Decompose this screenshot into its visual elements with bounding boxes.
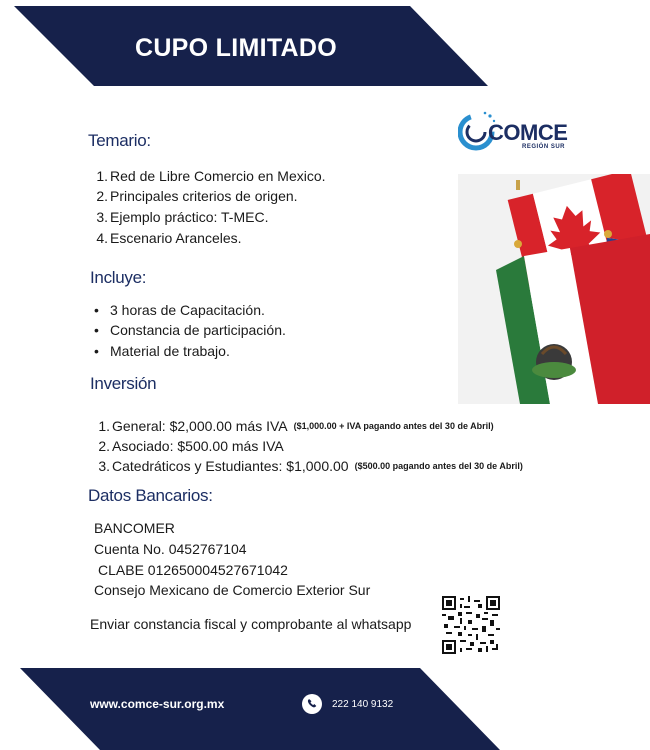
bullet-icon: • xyxy=(94,343,99,359)
bullet-icon: • xyxy=(94,322,99,338)
inversion-note-1: ($1,000.00 + IVA pagando antes del 30 de Abril) xyxy=(293,421,494,431)
temario-text-3: Ejemplo práctico: T-MEC. xyxy=(110,209,269,225)
incluye-text-1: 3 horas de Capacitación. xyxy=(110,302,265,318)
phone-number[interactable]: 222 140 9132 xyxy=(332,699,394,710)
bancarios-heading: Datos Bancarios: xyxy=(88,486,213,505)
inversion-num-3: 3. xyxy=(98,458,110,474)
incluye-item-1 xyxy=(94,302,265,318)
incluye-item-3 xyxy=(94,343,230,359)
inversion-item-3 xyxy=(96,458,523,474)
inversion-heading: Inversión xyxy=(90,374,157,393)
flags-photo xyxy=(458,174,650,404)
logo-name: COMCE xyxy=(488,120,568,145)
temario-item-4 xyxy=(94,230,242,246)
bank-name: BANCOMER xyxy=(94,520,175,536)
logo-region: REGIÓN SUR xyxy=(522,144,566,150)
temario-item-3 xyxy=(94,209,268,225)
inversion-num-2: 2. xyxy=(98,438,110,454)
temario-num-3: 3. xyxy=(96,209,108,225)
inversion-text-1: General: $2,000.00 más IVA xyxy=(112,418,288,434)
inversion-text-3: Catedráticos y Estudiantes: $1,000.00 xyxy=(112,458,349,474)
inversion-num-1: 1. xyxy=(98,418,110,434)
bank-clabe: CLABE 012650004527671042 xyxy=(98,562,288,578)
phone-icon xyxy=(302,694,322,714)
temario-item-2 xyxy=(94,188,298,204)
temario-text-1: Red de Libre Comercio en Mexico. xyxy=(110,168,326,184)
bank-holder: Consejo Mexicano de Comercio Exterior Sur xyxy=(94,582,371,598)
temario-heading: Temario: xyxy=(88,131,151,150)
temario-item-1 xyxy=(94,168,326,184)
comce-logo xyxy=(458,108,578,158)
bank-account: Cuenta No. 0452767104 xyxy=(94,541,247,557)
temario-num-4: 4. xyxy=(96,230,108,246)
bullet-icon: • xyxy=(94,302,99,318)
inversion-text-2: Asociado: $500.00 más IVA xyxy=(112,438,284,454)
temario-num-2: 2. xyxy=(96,188,108,204)
incluye-text-3: Material de trabajo. xyxy=(110,343,230,359)
website-link[interactable]: www.comce-sur.org.mx xyxy=(90,697,225,711)
banner-title: CUPO LIMITADO xyxy=(134,34,338,62)
incluye-heading: Incluye: xyxy=(90,268,147,287)
inversion-item-1 xyxy=(96,418,494,434)
inversion-item-2 xyxy=(96,438,284,454)
qr-code[interactable] xyxy=(442,596,500,654)
incluye-text-2: Constancia de participación. xyxy=(110,322,286,338)
temario-num-1: 1. xyxy=(96,168,108,184)
temario-text-4: Escenario Aranceles. xyxy=(110,230,242,246)
inversion-note-3: ($500.00 pagando antes del 30 de Abril) xyxy=(354,461,523,471)
incluye-item-2 xyxy=(94,322,286,338)
whatsapp-instruction: Enviar constancia fiscal y comprobante al whatsapp xyxy=(90,616,412,632)
temario-text-2: Principales criterios de origen. xyxy=(110,188,298,204)
